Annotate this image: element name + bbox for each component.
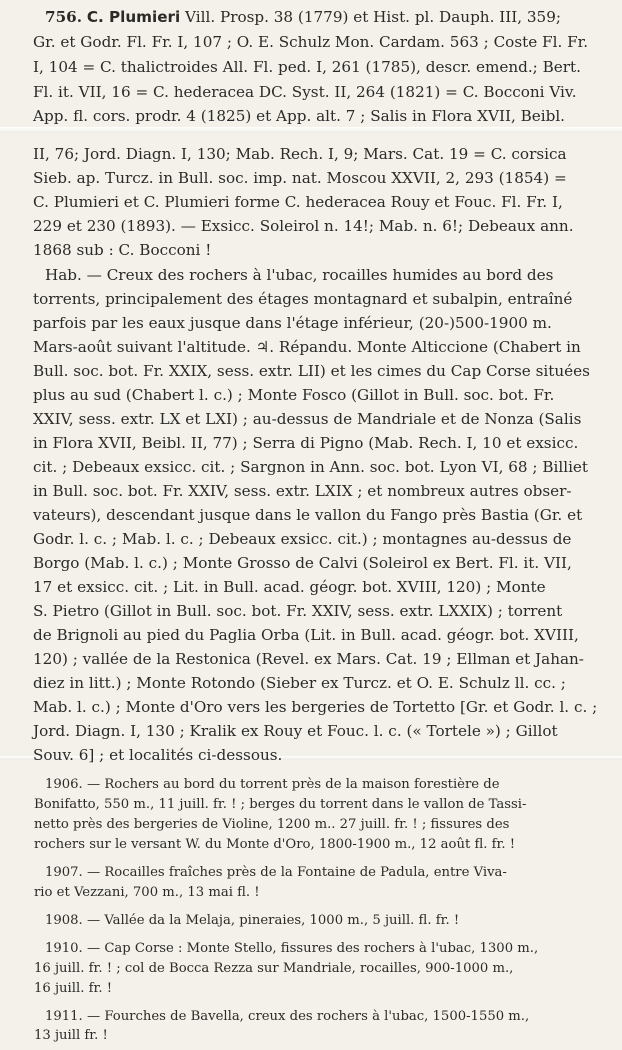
habitat-line: in Flora XVII, Beibl. II, 77) ; Serra di Pigno (Mab. Rech. I, 10 et exsicc.: [33, 434, 579, 452]
entry-line: 1868 sub : C. Bocconi !: [33, 241, 212, 259]
scan-seam: [0, 127, 622, 133]
habitat-line: cit. ; Debeaux exsicc. cit. ; Sargnon in Ann. soc. bot. Lyon VI, 68 ; Billiet: [33, 458, 589, 476]
habitat-line: Godr. l. c. ; Mab. l. c. ; Debeaux exsicc. cit.) ; montagnes au-dessus de: [33, 530, 572, 548]
record-line: 1907. — Rocailles fraîches près de la Fontaine de Padula, entre Viva-: [45, 865, 507, 880]
habitat-line: Borgo (Mab. l. c.) ; Monte Grosso de Calvi (Soleirol ex Bert. Fl. it. VII,: [33, 554, 572, 572]
habitat-line: Jord. Diagn. I, 130 ; Kralik ex Rouy et Fouc. l. c. (« Tortele ») ; Gillot: [33, 722, 558, 740]
record-line: 1908. — Vallée da la Melaja, pineraies, 1000 m., 5 juill. fl. fr. !: [45, 913, 460, 928]
habitat-line: de Brignoli au pied du Paglia Orba (Lit. in Bull. acad. géogr. bot. XVIII,: [33, 626, 579, 644]
record-line: rochers sur le versant W. du Monte d'Oro, 1800-1900 m., 12 août fl. fr. !: [34, 837, 516, 852]
habitat-line: Mab. l. c.) ; Monte d'Oro vers les bergeries de Tortetto [Gr. et Godr. l. c. ;: [33, 698, 598, 716]
record-line: 1910. — Cap Corse : Monte Stello, fissures des rochers à l'ubac, 1300 m.,: [45, 941, 539, 956]
record-line: netto près des bergeries de Violine, 1200 m.. 27 juill. fr. ! ; fissures des: [34, 817, 510, 832]
entry-line: I, 104 = C. thalictroides All. Fl. ped. I, 261 (1785), descr. emend.; Bert.: [33, 58, 581, 76]
entry-genus: C. Plumieri: [86, 8, 181, 26]
habitat-line: Mars-août suivant l'altitude. ♃. Répandu. Monte Alticcione (Chabert in: [33, 338, 581, 356]
record-line: 1906. — Rochers au bord du torrent près de la maison forestière de: [45, 777, 500, 792]
habitat-line: 120) ; vallée de la Restonica (Revel. ex Mars. Cat. 19 ; Ellman et Jahan-: [33, 650, 584, 668]
habitat-line: diez in litt.) ; Monte Rotondo (Sieber ex Turcz. et O. E. Schulz ll. cc. ;: [33, 674, 566, 692]
entry-number: 756.: [45, 8, 82, 26]
record-line: rio et Vezzani, 700 m., 13 mai fl. !: [34, 885, 260, 900]
habitat-line: parfois par les eaux jusque dans l'étage inférieur, (20-)500-1900 m.: [33, 314, 552, 332]
record-line: 13 juill fr. !: [34, 1028, 108, 1043]
habitat-line: in Bull. soc. bot. Fr. XXIV, sess. extr. LXIX ; et nombreux autres obser-: [33, 482, 572, 500]
record-line: 16 juill. fr. !: [34, 981, 113, 996]
habitat-line: Bull. soc. bot. Fr. XXIX, sess. extr. LII) et les cimes du Cap Corse situées: [33, 362, 590, 380]
habitat-line: plus au sud (Chabert l. c.) ; Monte Fosco (Gillot in Bull. soc. bot. Fr.: [33, 386, 555, 404]
habitat-line: torrents, principalement des étages montagnard et subalpin, entraîné: [33, 290, 573, 308]
record-line: 1911. — Fourches de Bavella, creux des rochers à l'ubac, 1500-1550 m.,: [45, 1009, 530, 1024]
entry-line: 756. C. Plumieri Vill. Prosp. 38 (1779) et Hist. pl. Dauph. III, 359;: [45, 8, 561, 26]
record-line: 16 juill. fr. ! ; col de Bocca Rezza sur Mandriale, rocailles, 900-1000 m.,: [34, 961, 514, 976]
entry-line: Gr. et Godr. Fl. Fr. I, 107 ; O. E. Schulz Mon. Cardam. 563 ; Coste Fl. Fr.: [33, 33, 589, 51]
habitat-line: 17 et exsicc. cit. ; Lit. in Bull. acad. géogr. bot. XVIII, 120) ; Monte: [33, 578, 546, 596]
record-line: Bonifatto, 550 m., 11 juill. fr. ! ; berges du torrent dans le vallon de Tassi-: [34, 797, 527, 812]
habitat-line: Hab. — Creux des rochers à l'ubac, rocailles humides au bord des: [45, 266, 554, 284]
habitat-line: Souv. 6] ; et localités ci-dessous.: [33, 746, 283, 764]
entry-line: II, 76; Jord. Diagn. I, 130; Mab. Rech. I, 9; Mars. Cat. 19 = C. corsica: [33, 145, 567, 163]
habitat-line: XXIV, sess. extr. LX et LXI) ; au-dessus de Mandriale et de Nonza (Salis: [33, 410, 582, 428]
habitat-line: S. Pietro (Gillot in Bull. soc. bot. Fr. XXIV, sess. extr. LXXIX) ; torrent: [33, 602, 563, 620]
entry-line: 229 et 230 (1893). — Exsicc. Soleirol n. 14!; Mab. n. 6!; Debeaux ann.: [33, 217, 574, 235]
entry-line: Fl. it. VII, 16 = C. hederacea DC. Syst. II, 264 (1821) = C. Bocconi Viv.: [33, 83, 577, 101]
entry-line: Sieb. ap. Turcz. in Bull. soc. imp. nat. Moscou XXVII, 2, 293 (1854) =: [33, 169, 567, 187]
habitat-line: vateurs), descendant jusque dans le vallon du Fango près Bastia (Gr. et: [33, 506, 583, 524]
entry-line: C. Plumieri et C. Plumieri forme C. hederacea Rouy et Fouc. Fl. Fr. I,: [33, 193, 563, 211]
entry-line: App. fl. cors. prodr. 4 (1825) et App. alt. 7 ; Salis in Flora XVII, Beibl.: [33, 107, 566, 125]
